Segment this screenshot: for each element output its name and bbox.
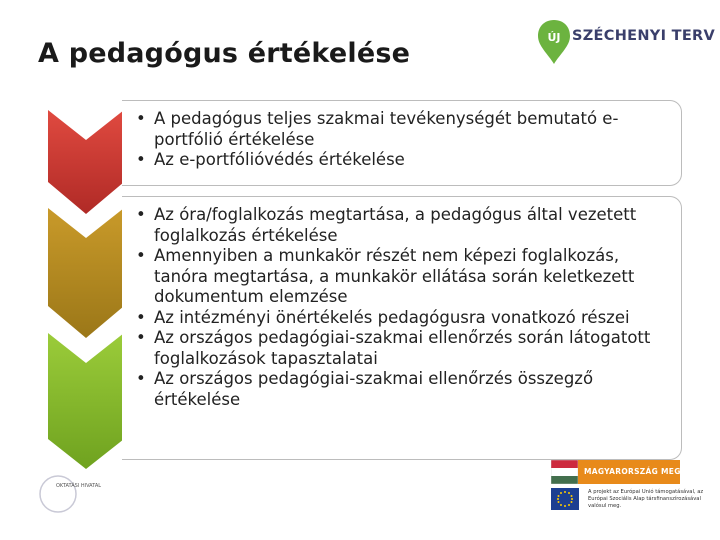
chevron-green <box>48 333 124 469</box>
page-title: A pedagógus értékelése <box>38 38 411 69</box>
bullet-item: • Az országos pedagógiai-szakmai ellenőrzés során látogatott foglalkozások tapasztalatai <box>136 328 673 369</box>
szechenyi-terv-logo <box>536 18 716 66</box>
circle-logo-icon <box>38 474 78 514</box>
hu-banner: MAGYARORSZÁG MEGÚJUL <box>578 460 680 484</box>
chevron-red <box>48 110 124 214</box>
bullet-list-2 <box>136 205 673 410</box>
content-box-2 <box>122 196 682 460</box>
bullet-item: • Amennyiben a munkakör részét nem képezi foglalkozás, tanóra megtartása, a munkakör ellátása során keletkezett dokumentum elemzése <box>136 246 673 308</box>
chevron-olive <box>48 208 124 338</box>
logo-badge-text: ÚJ <box>547 31 561 44</box>
hungarian-flag-icon <box>551 460 578 484</box>
left-logo-text: OKTATÁSI HIVATAL <box>56 483 102 489</box>
bullet-item: • A pedagógus teljes szakmai tevékenységét bemutató e-portfólió értékelése <box>136 109 673 150</box>
logo-text: SZÉCHENYI TERV <box>572 28 716 44</box>
eu-funding-text: A projekt az Európai Unió támogatásával, az Európai Szociális Alap társfinanszírozásával valósul meg. <box>588 489 704 509</box>
eu-flag-icon <box>551 488 579 510</box>
bullet-item: • Az óra/foglalkozás megtartása, a pedagógus által vezetett foglalkozás értékelése <box>136 205 673 246</box>
pin-logo-icon <box>536 18 572 66</box>
bullet-item: • Az országos pedagógiai-szakmai ellenőrzés összegző értékelése <box>136 369 673 410</box>
bullet-list-1 <box>136 109 673 171</box>
content-box-1 <box>122 100 682 186</box>
bullet-item: • Az intézményi önértékelés pedagógusra vonatkozó részei <box>136 308 673 329</box>
oktatasi-hivatal-logo <box>38 474 110 514</box>
bullet-item: • Az e-portfólióvédés értékelése <box>136 150 673 171</box>
